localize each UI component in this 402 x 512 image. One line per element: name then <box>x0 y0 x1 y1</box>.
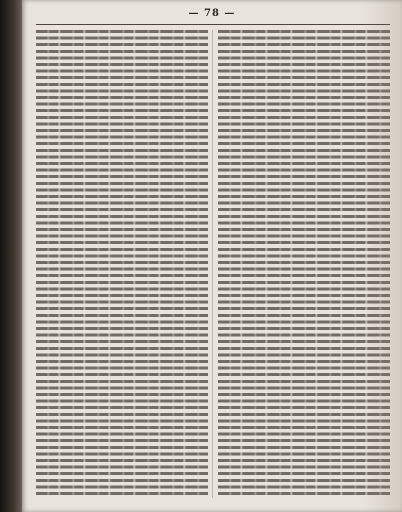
book-page <box>22 0 402 512</box>
page-number: — 78 — <box>188 8 236 19</box>
book-binding <box>0 0 22 512</box>
header-rule <box>36 24 390 25</box>
text-column-right <box>218 30 390 498</box>
column-divider <box>212 30 213 498</box>
text-column-left <box>36 30 208 498</box>
